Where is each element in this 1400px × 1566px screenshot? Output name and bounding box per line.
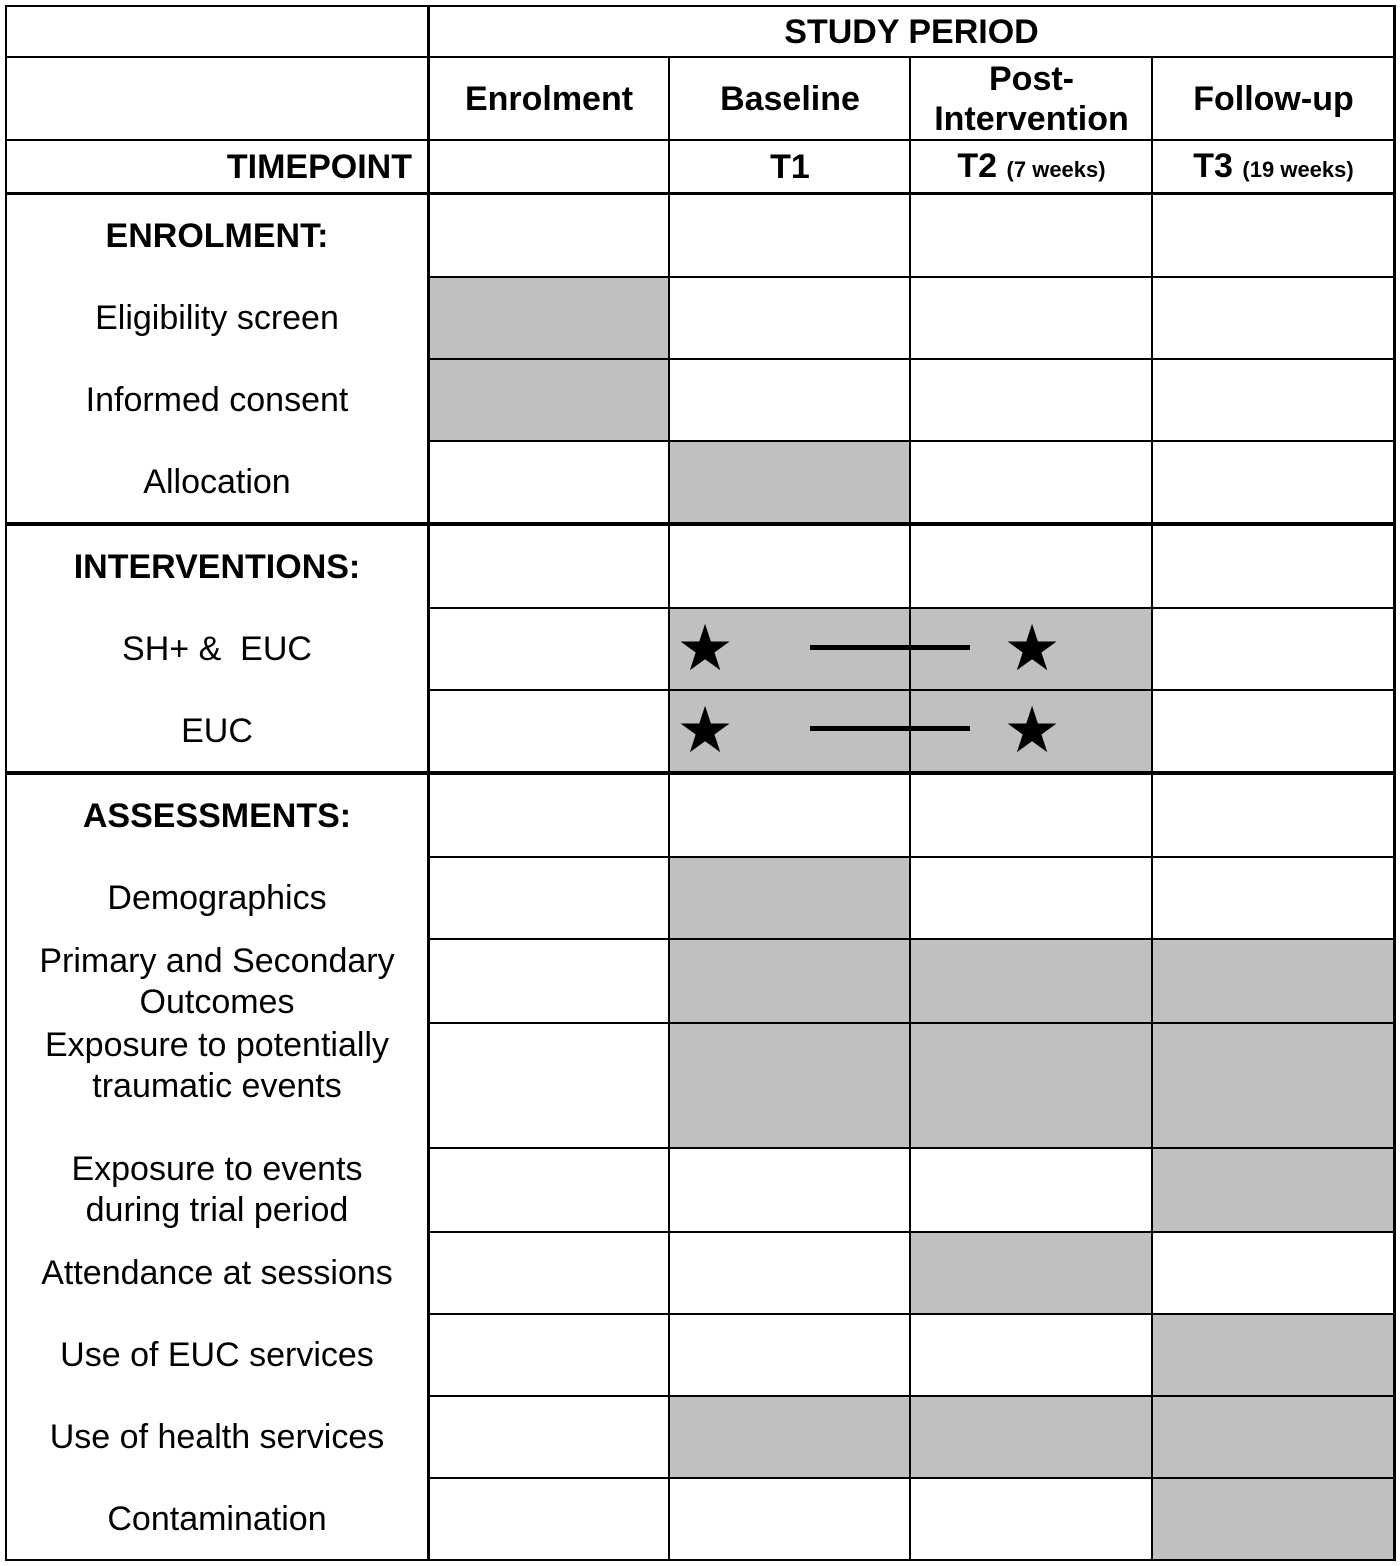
row-allocation <box>7 441 427 523</box>
shade-attendance-post <box>911 1232 1152 1314</box>
row-health-services <box>7 1396 427 1478</box>
grid-line <box>429 1147 1396 1149</box>
grid-line <box>429 440 1396 442</box>
row-label: Informed consent <box>85 380 349 419</box>
row-shplus-euc <box>7 608 427 690</box>
grid-line <box>429 938 1396 940</box>
section-label: ENROLMENT: <box>105 216 329 255</box>
grid-line <box>909 56 911 1561</box>
shade-exposure-baseline-followup <box>669 1023 1395 1148</box>
row-label: Attendance at sessions <box>41 1253 393 1292</box>
row-euc-services <box>7 1314 427 1396</box>
study-period-label: STUDY PERIOD <box>784 12 1039 51</box>
timepoint-code: T3 <box>1193 147 1233 185</box>
grid-line <box>429 856 1396 858</box>
section-enrolment <box>7 195 427 277</box>
shade-events-followup <box>1152 1148 1395 1232</box>
shade-consent-enrolment <box>429 359 669 441</box>
grid-line <box>427 5 430 1561</box>
intervention-end-star-icon: ★ <box>1003 612 1061 686</box>
row-exposure-events-trial <box>7 1148 427 1232</box>
row-label: Demographics <box>107 878 327 917</box>
row-label-line2: during trial period <box>85 1191 349 1229</box>
study-period-header <box>429 7 1394 56</box>
timepoint-label <box>7 141 428 193</box>
timepoint-t3 <box>1153 141 1394 193</box>
section-assessments <box>7 775 427 857</box>
intervention-duration-line <box>810 645 970 650</box>
row-label: Contamination <box>107 1499 327 1538</box>
section-label: ASSESSMENTS: <box>82 796 352 835</box>
row-label-line2: traumatic events <box>92 1067 342 1105</box>
grid-line <box>429 1313 1396 1315</box>
section-label: INTERVENTIONS: <box>73 547 361 586</box>
timepoint-label-text: TIMEPOINT <box>226 147 412 186</box>
grid-line <box>429 689 1396 691</box>
intervention-start-star-icon: ★ <box>676 694 734 768</box>
row-contamination <box>7 1478 427 1560</box>
row-informed-consent <box>7 359 427 441</box>
row-primary-secondary-outcomes <box>7 939 427 1023</box>
timepoint-t2 <box>911 141 1152 193</box>
row-euc <box>7 690 427 772</box>
grid-line <box>1393 5 1396 1561</box>
timepoint-t1 <box>670 141 910 193</box>
column-header-label-line1: Post- <box>989 59 1074 98</box>
row-eligibility-screen <box>7 277 427 359</box>
row-label-line1: Exposure to events <box>71 1150 363 1188</box>
row-label: EUC <box>181 711 253 750</box>
row-demographics <box>7 857 427 939</box>
timepoint-note: (19 weeks) <box>1242 157 1354 182</box>
shade-contamination-followup <box>1152 1478 1395 1560</box>
row-exposure-traumatic-events <box>7 1023 427 1148</box>
column-header-enrolment <box>429 58 669 139</box>
row-label-line2: Outcomes <box>139 983 295 1021</box>
grid-line <box>1151 56 1153 1561</box>
grid-line <box>429 607 1396 609</box>
grid-line <box>668 56 670 1561</box>
row-label-line1: Exposure to potentially <box>45 1026 389 1064</box>
column-header-label: Follow-up <box>1193 79 1354 118</box>
intervention-duration-line <box>810 726 970 731</box>
intervention-start-star-icon: ★ <box>676 612 734 686</box>
row-label: Use of health services <box>49 1417 385 1456</box>
grid-line <box>429 1231 1396 1233</box>
grid-line <box>429 1477 1396 1479</box>
intervention-end-star-icon: ★ <box>1003 694 1061 768</box>
column-header-label: Enrolment <box>464 79 634 118</box>
grid-line <box>429 358 1396 360</box>
row-label: SH+ & EUC <box>122 629 312 668</box>
shade-eligibility-enrolment <box>429 277 669 359</box>
grid-line <box>429 1395 1396 1397</box>
row-label: Use of EUC services <box>60 1335 374 1374</box>
grid-line <box>429 1022 1396 1024</box>
shade-euc-services-followup <box>1152 1314 1395 1396</box>
section-interventions <box>7 526 427 608</box>
row-attendance <box>7 1232 427 1314</box>
shade-allocation-baseline <box>669 441 911 524</box>
timepoint-code: T1 <box>770 147 810 186</box>
row-label: Allocation <box>143 462 291 501</box>
grid-line <box>429 276 1396 278</box>
column-header-follow-up <box>1153 58 1394 139</box>
shade-outcomes-baseline-followup <box>669 939 1395 1023</box>
shade-demographics-baseline <box>669 857 911 939</box>
column-header-baseline <box>670 58 910 139</box>
column-header-post-intervention <box>911 58 1152 139</box>
row-label: Eligibility screen <box>95 298 339 337</box>
timepoint-note: (7 weeks) <box>1006 157 1106 182</box>
column-header-label: Baseline <box>720 79 860 118</box>
timepoint-code: T2 <box>957 147 998 185</box>
shade-health-services-baseline-followup <box>669 1396 1395 1478</box>
column-header-label-line2: Intervention <box>934 99 1129 138</box>
row-label-line1: Primary and Secondary <box>39 942 395 980</box>
